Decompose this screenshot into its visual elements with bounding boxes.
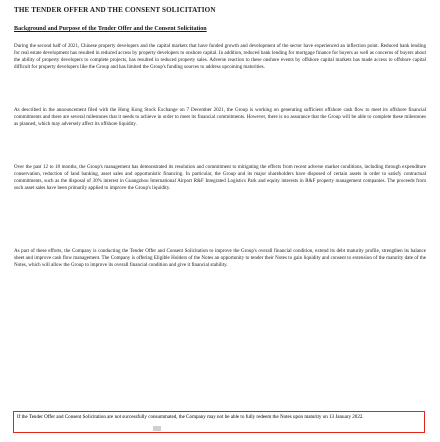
paragraph-background: During the second half of 2021, Chinese property developers and the capital markets that have funded growth and development of the sector have experienced an inflection point. Reduced bank lending for real estate development has resulted in reduced access by property developers to onshore capital. In addition, reduced bank lending for mortgage finance for buyers as well as concerns of buyers about the ability of property developers to complete projects, has resulted in reduced property sales. Adverse reaction to these onshore events by offshore capital markets has made access to offshore capital difficult for property developers like the Group and has limited the Group's funding sources to address upcoming maturities. xyxy=(14,43,426,71)
paragraph-announcement: As described in the announcement filed with the Hong Kong Stock Exchange on 7 December 2021, the Group is working on generating sufficient offshore cash flow to meet its offshore financial commitments and there are several milestones that it needs to achieve in order to meet its financial commitments. However, there is no assurance that the Group will be able to complete these milestones as planned, which may adversely affect its offshore liquidity. xyxy=(14,107,426,128)
paragraph-management-efforts: Over the past 12 to 18 months, the Group's management has demonstrated its resolution and commitment to mitigating the effects from recent adverse market conditions, including through expenditure conservation, reduction of land banking, asset sales and opportunistic financing. In particular, the Group and its major shareholders have disposed of certain assets in order to satisfy contractual commitments, such as the disposal of 30% interest in Guangzhou International Airport R&F Integrated Logistics Park and equity interests in R&F property management companies. The proceeds from such asset sales have been primarily applied to improve the Group's liquidity. xyxy=(14,164,426,192)
section-title: THE TENDER OFFER AND THE CONSENT SOLICITATION xyxy=(14,6,216,14)
text-smudge xyxy=(153,426,161,431)
section-subtitle: Background and Purpose of the Tender Offer and the Consent Solicitation xyxy=(14,26,207,32)
paragraph-tender-offer-purpose: As part of these efforts, the Company is conducting the Tender Offer and Consent Solicitation to improve the Group's overall financial condition, extend its debt maturity profile, strengthen its balance sheet and improve cash flow management. The Company is offering Eligible Holders of the Notes an opportunity to tender their Notes to gain liquidity and consent to extension of the maturity date of the Notes, which will allow the Group to improve its overall financial condition and give it financial stability. xyxy=(14,248,426,269)
highlighted-callout-box xyxy=(13,411,425,433)
callout-text: If the Tender Offer and Consent Solicitation are not successfully consummated, the Company may not be able to fully redeem the Notes upon maturity on 13 January 2022. xyxy=(17,414,364,420)
